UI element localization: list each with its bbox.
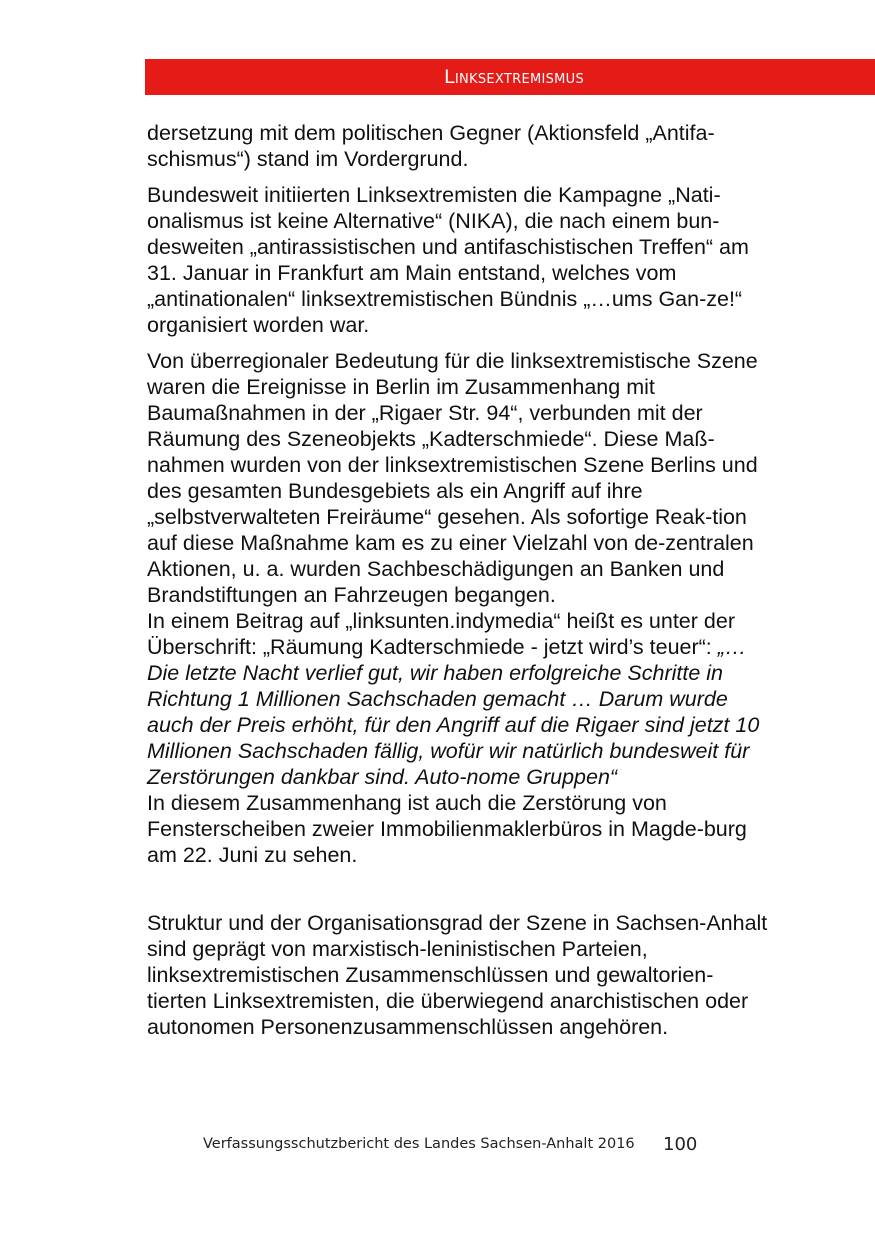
block-quote: „… Die letzte Nacht verlief gut, wir haben erfolgreiche Schritte in Richtung 1 Millionen Sachschaden gemacht … Darum wurde auch der Preis erhöht, für den Angriff auf die Rigaer sind jetzt 10 Millionen Sachschaden fällig, wofür wir natürlich bundesweit für Zerstörungen dankbar sind. Auto-nome Gruppen“ (147, 635, 760, 789)
paragraph-5: In diesem Zusammenhang ist auch die Zerstörung von Fensterscheiben zweier Immobilienmaklerbüros in Magde-burg am 22. Juni zu sehen. (147, 791, 747, 867)
section-title: Linksextremismus (443, 66, 585, 88)
paragraph-6: Struktur und der Organisationsgrad der Szene in Sachsen-Anhalt sind geprägt von marxistisch-leninistischen Parteien, linksextremistischen Zusammenschlüssen und gewaltorien-tierten Linksextremisten, die überwiegend anarchistischen oder autonomen Personenzusammenschlüssen angehören. (147, 911, 768, 1039)
paragraph-2: Bundesweit initiierten Linksextremisten die Kampagne „Nati-onalismus ist keine Alternative“ (NIKA), die nach einem bun-desweiten „antirassistischen und antifaschistischen Treffen“ am 31. Januar in Frankfurt am Main entstand, welches vom „antinationalen“ linksextremistischen Bündnis „…ums Gan-ze!“ organisiert worden war. (147, 183, 749, 337)
paragraph-3: Von überregionaler Bedeutung für die linksextremistische Szene waren die Ereignisse in Berlin im Zusammenhang mit Baumaßnahmen in der „Rigaer Str. 94“, verbunden mit der Räumung des Szeneobjekts „Kadterschmiede“. Diese Maß-nahmen wurden von der linksextremistischen Szene Berlins und des gesamten Bundesgebiets als ein Angriff auf ihre „selbstverwalteten Freiräume“ gesehen. Als sofortige Reak-tion auf diese Maßnahme kam es zu einer Vielzahl von de-zentralen Aktionen, u. a. wurden Sachbeschädigungen an Banken und Brandstiftungen an Fahrzeugen begangen. (147, 349, 758, 607)
footer-text: Verfassungsschutzbericht des Landes Sachsen-Anhalt 2016 (203, 1136, 635, 1152)
page-number: 100 (663, 1134, 698, 1155)
paragraph-4 (147, 608, 772, 790)
paragraph-4-intro: In einem Beitrag auf „linksunten.indymedia“ heißt es unter der Überschrift: „Räumung Kadterschmiede - jetzt wird’s teuer“: (147, 609, 735, 659)
paragraph-1: dersetzung mit dem politischen Gegner (Aktionsfeld „Antifa-schismus“) stand im Vordergrund. (147, 121, 715, 171)
page-footer (203, 1134, 703, 1155)
section-header-bar (145, 59, 875, 95)
body-text (147, 120, 772, 1040)
